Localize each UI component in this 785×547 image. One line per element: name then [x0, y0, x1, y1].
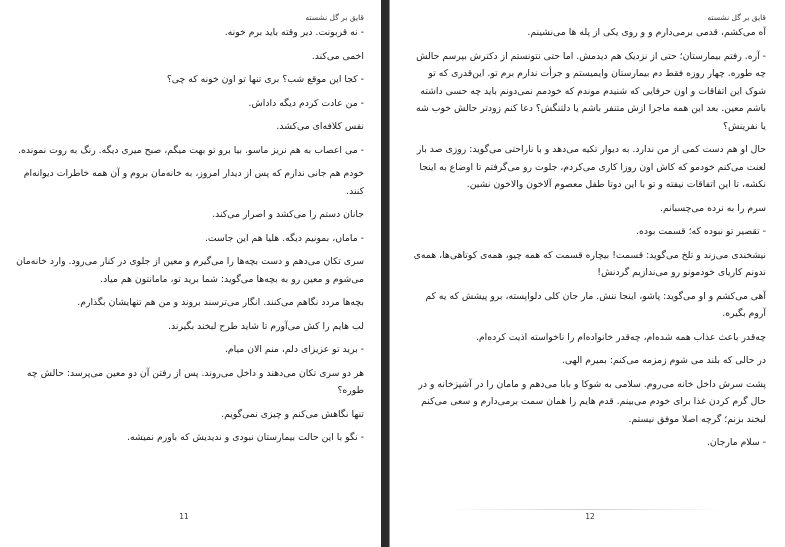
paragraph: - می اعصاب به هم نریز ماسو. بیا برو تو بهت میگم، صبح میری دیگه. رنگ به روت نمونده. — [18, 144, 364, 156]
paragraph: لب هایم را کش می‌آورم تا شاید طرح لبخند بگیرند. — [168, 320, 364, 332]
right-page-body — [412, 24, 766, 458]
paragraph: پشت سرش داخل خانه می‌روم. سلامی به شوکا و بابا می‌دهم و مامان را در آشپزخانه و در حال گرم کردن غذا برای خودم می‌بینم. قدم هایم را همان سمت برمی‌دارم و سعی می‌کنم لبخند بزنم؛ گرچه اصلا موفق نیستم. — [418, 378, 766, 425]
paragraph: اخمی می‌کند. — [311, 50, 364, 62]
paragraph: - سلام مارجان. — [706, 437, 766, 448]
paragraph: چه‌قدر باعث عذاب همه شده‌ام، چه‌قدر خانواده‌ام را ناخواسته اذیت کرده‌ام. — [475, 331, 766, 343]
left-page — [0, 0, 381, 547]
paragraph: در حالی که بلند می شوم زمزمه می‌کنم: بمیرم الهی. — [561, 355, 766, 366]
paragraph: - آره. رفتم بیمارستان؛ حتی از نزدیک هم دیدمش. اما حتی نتونستم از دکترش بپرسم حالش چه طوره. چهار روزه فقط دم بیمارستان وایمیستم و جرأت ندارم برم تو. این‌قدری که تو شوک این اتفاقات و اون حرفایی که شنیدم موندم که خودمم نمی‌دونم باید چه حسی داشته باشم معین. بعد این همه ماجرا ازش متنفر باشم یا دلتنگش؟ دعا کنم زودتر حالش خوب شه یا نفرینش؟ — [416, 50, 766, 132]
paragraph: تنها نگاهش می‌کنم و چیزی نمی‌گویم. — [221, 408, 364, 420]
paragraph: بچه‌ها مردد نگاهم می‌کنند. انگار می‌ترسند بروند و من هم تنهایشان بگذارم. — [77, 297, 364, 308]
paragraph: - کجا این موقع شب؟ بری تنها تو اون خونه که چی؟ — [166, 74, 364, 85]
page-number: 11 — [179, 512, 189, 521]
paragraph: سری تکان می‌دهم و دست بچه‌ها را می‌گیرم و معین از جلوی در کنار می‌رود. وارد خانه‌مان می‌شوم و معین رو به بچه‌ها می‌گوید: شما برید تو، مامانتون هم میاد. — [16, 256, 364, 285]
paragraph: نفس کلافه‌ای می‌کشد. — [276, 121, 364, 132]
book-gutter — [381, 0, 390, 547]
paragraph: - نه قربونت. دیر وقته باید برم خونه. — [224, 27, 364, 38]
page-header-title: قایق بر گل نشسته — [305, 13, 364, 22]
page-header-title: قایق بر گل نشسته — [707, 13, 766, 22]
paragraph: آهی می‌کشم و او می‌گوید: پاشو، اینجا ننش. مار جان کلی دلواپسته، برو پیشش که یه کم آروم بگیره. — [425, 290, 766, 319]
footer-rule — [450, 509, 725, 510]
paragraph: - ماماں، بمونیم دیگه. هلیا هم این جاست. — [204, 232, 364, 244]
left-page-body — [16, 24, 364, 453]
right-page — [390, 0, 785, 547]
paragraph: - برید تو عزیزای دلم، منم الان میام. — [224, 344, 364, 355]
paragraph: سرم را به نرده می‌چسبانم. — [659, 202, 766, 214]
paragraph: نیشخندی می‌زند و تلخ می‌گوید: قسمت! بیچاره قسمت که همه چیو، همه‌ی کوتاهی‌ها، همه‌ی ندونم کاریای خودمونو رو می‌ندازیم گردنش! — [413, 249, 766, 278]
paragraph: - نگو با این حالت بیمارستان نبودی و ندیدیش که باورم نمیشه. — [127, 432, 364, 443]
paragraph: هر دو سری تکان می‌دهند و داخل می‌روند. پس از رفتن آن دو معین می‌پرسد: حالش چه طوره؟ — [26, 367, 364, 396]
page-number: 12 — [585, 512, 595, 521]
paragraph: - من عادت کردم دیگه داداش. — [248, 97, 364, 109]
paragraph: جانان دستم را می‌کشد و اصرار می‌کند. — [212, 209, 364, 220]
paragraph: حال او هم دست کمی از من ندارد. به دیوار تکیه می‌دهد و با ناراحتی می‌گوید: روزی صد بار لعنت می‌کنم خودمو که کاش اون روزا کاری می‌کردم، جلوت رو می‌گرفتم تا اوضاع به اینجا نکشه، تا این اتفاقات نیفته و تو با این دوتا طفل معصوم آلاخون والاخون نشین. — [416, 144, 766, 190]
paragraph: - تقصیر تو نبوده که؛ قسمت بوده. — [636, 226, 766, 237]
paragraph: خودم هم جانی ندارم که پس از دیدار امروز، به خانه‌مان بروم و آن همه خاطرات دیوانه‌ام کنند. — [23, 168, 364, 197]
paragraph: آه می‌کشم، قدمی برمی‌دارم و و روی یکی از پله ها می‌نشینم. — [527, 27, 766, 38]
